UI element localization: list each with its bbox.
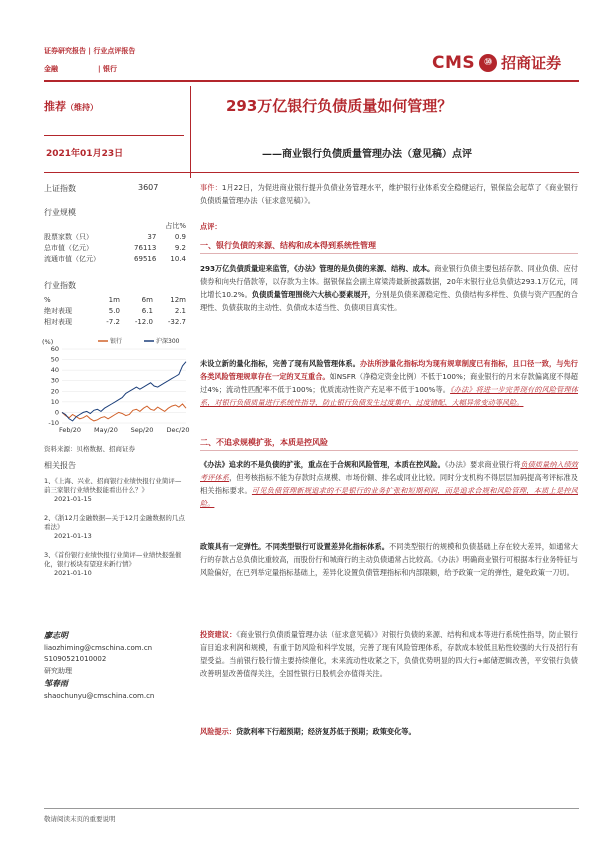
x-tick-label: Feb/20 [59,426,81,434]
assistant-title: 研究助理 [44,667,72,675]
y-tick-label: 40 [50,366,59,375]
chart-source: 资料来源：贝格数据、招商证券 [44,445,135,453]
analyst-block [44,630,154,700]
report-sector: 金融 [44,65,58,73]
y-tick-label: -10 [48,419,59,427]
page-subtitle: ——商业银行负债质量管理办法（意见稿）点评 [262,149,472,160]
table-row: 流通市值（亿元） 69516 10.4 [44,254,186,263]
y-tick-label: 20 [50,387,59,396]
y-tick-label: 60 [50,345,59,353]
table-row: 绝对表现 5.0 6.1 2.1 [44,306,186,315]
analyst-name: 廖志明 [44,631,68,640]
analyst-id: S1090521010002 [44,655,107,663]
paragraph-4: 政策具有一定弹性。不同类型银行可设置差异化指标体系。不同类型银行的规模和负债基础上存在较大差异，如通常大行的存款占总负债比重较高，而股份行和城商行的主动负债通常占比较高。《办法》明确商业银行可根据本行业务特征与风险偏好，在已列举定量指标基础上，差异化设置负债管理指标和内部限额，给予政策一定的弹性，避免政策一刀切。 [200,542,578,577]
y-tick-label: 30 [50,376,59,385]
rating: 推荐（维持） [44,100,98,113]
footer-rule [44,808,579,809]
x-tick-label: Dec/20 [166,426,190,434]
index-label: 上证指数 [44,184,76,193]
section-1-rule [200,253,578,254]
table-row: 股票家数（只） 37 0.9 [44,232,186,241]
title-divider [190,86,191,178]
cms-logo [432,52,561,73]
risk-warning: 风险提示：贷款利率下行超预期；经济复苏低于预期；政策变化等。 [200,727,416,736]
paragraph-3: 《办法》追求的不是负债的扩张，重点在于合规和风险管理，本质在控风险。《办法》要求商业银行将负债质量纳入绩效考评体系，但考核指标不能为存款时点规模、市场份额、排名或同业比较。同时分支机构不得层层加码提高考评标准及相关指标要求。可见负债管理新规追求的不是银行的业务扩张和短期利润，而是追求合规和风险管理，本质上是控风险。 [200,460,578,508]
y-tick-label: 10 [50,397,59,406]
comment-label: 点评： [200,222,222,231]
related-report-1[interactable]: 1、《上海、兴业、招商银行业绩快报行业简评—前三家银行业绩快报能看出什么？》 2021-01-15 [44,477,182,503]
assistant-name: 邹春雨 [44,679,68,688]
header-rule [44,80,579,82]
scale-header: 占比% [165,221,186,230]
report-type: 证券研究报告 | 行业点评报告 [44,47,136,55]
y-tick-label: 50 [50,355,59,364]
table-row: 总市值（亿元） 76113 9.2 [44,243,186,252]
section-2-rule [200,450,578,451]
event-paragraph: 事件：1月22日，为促进商业银行提升负债业务管理水平，维护银行业体系安全稳健运行，银保监会起草了《商业银行负债质量管理办法（征求意见稿）》。 [200,183,578,205]
scale-title: 行业规模 [44,208,76,217]
page-title: 293万亿银行负债质量如何管理？ [226,97,453,115]
related-report-3[interactable]: 3、《首份银行业绩快报行业简评—业绩快报强催化，银行板块有望迎来新行情》 2021-01-10 [44,551,182,577]
related-title: 相关报告 [44,461,76,470]
table-row: % 1m 6m 12m [44,295,186,304]
logo-cms-text: CMS [432,52,476,73]
report-date: 2021年01月23日 [46,149,124,159]
rating-rule [44,135,184,136]
logo-cn-text: 招商证券 [501,54,562,72]
performance-chart [40,335,190,440]
perf-table [44,294,186,327]
analyst-email[interactable]: liaozhiming@cmschina.com.cn [44,644,153,652]
table-row: 相对表现 -7.2 -12.0 -32.7 [44,317,186,326]
index-value: 3607 [138,183,159,192]
x-tick-label: May/20 [94,426,118,434]
y-axis-label: (%) [42,338,54,346]
assistant-email[interactable]: shaochunyu@cmschina.com.cn [44,692,155,700]
scale-table [44,220,186,264]
perf-title: 行业指数 [44,281,76,290]
legend-label: 沪深300 [156,338,180,345]
report-industry: | 银行 [98,65,117,73]
investment-advice: 投资建议：《商业银行负债质量管理办法（征求意见稿）》对银行负债的来源、结构和成本等进行系统性指导，防止银行盲目追求利润和规模，有重于防风险和科学发展，完善了现有风险管理体系，存款成本较低且粘性较强的大行及招行有望受益。当前银行股行情主要持续催化，未来流动性收紧之下，负债优势明显的四大行+邮储逻辑改善，平安银行负债改善明显改善值得关注，全国性银行日股机会亦值得关注。 [200,630,578,678]
section-2-title: 二、不追求规模扩张，本质是控风险 [200,438,328,447]
y-tick-label: 0 [54,408,59,417]
footer-note: 敬请阅读末页的重要说明 [44,815,116,823]
related-report-2[interactable]: 2、《浙12月金融数据—关于12月金融数据的几点看法》 2021-01-13 [44,514,185,540]
logo-mark-icon: ⑩ [479,54,497,72]
paragraph-2: 未设立新的量化指标，完善了现有风险管理体系。办法所涉量化指标均为现有规章制度已有指标，且口径一致，与先行各类风险管理规章存在一定的叉互重合。如NSFR（净稳定资金比例）不低于100%；商业银行的月末存款偏离度不得超过4%；流动性匹配率不低于100%；优质流动性资产充足率不低于100%等。《办法》将进一步完善现有的风险管理体系，对银行负债质量进行系统性指导，防止银行负债发生过度集中、过度错配、大幅异常变动等风险。 [200,359,578,407]
x-tick-label: Sep/20 [130,426,154,434]
section-1-title: 一、银行负债的来源、结构和成本得到系统性管理 [200,241,376,250]
title-rule [44,172,579,173]
section-1-paragraph: 293万亿负债质量迎来监管，《办法》管理的是负债的来源、结构、成本。商业银行负债主要包括存款、同业负债、应付债券和向央行借款等，以存款为主体。据银保监会副主席梁涛最新披露数据，20年末银行业总负债达293.1万亿元，同比增长10.2%。负债质量管理围绕六大核心要素展开，分别是负债来源稳定性、负债结构多样性、负债与资产匹配的合理性、负债获取的主动性、负债成本适当性、负债项目真实性。 [200,264,578,312]
legend-label: 银行 [110,338,123,345]
